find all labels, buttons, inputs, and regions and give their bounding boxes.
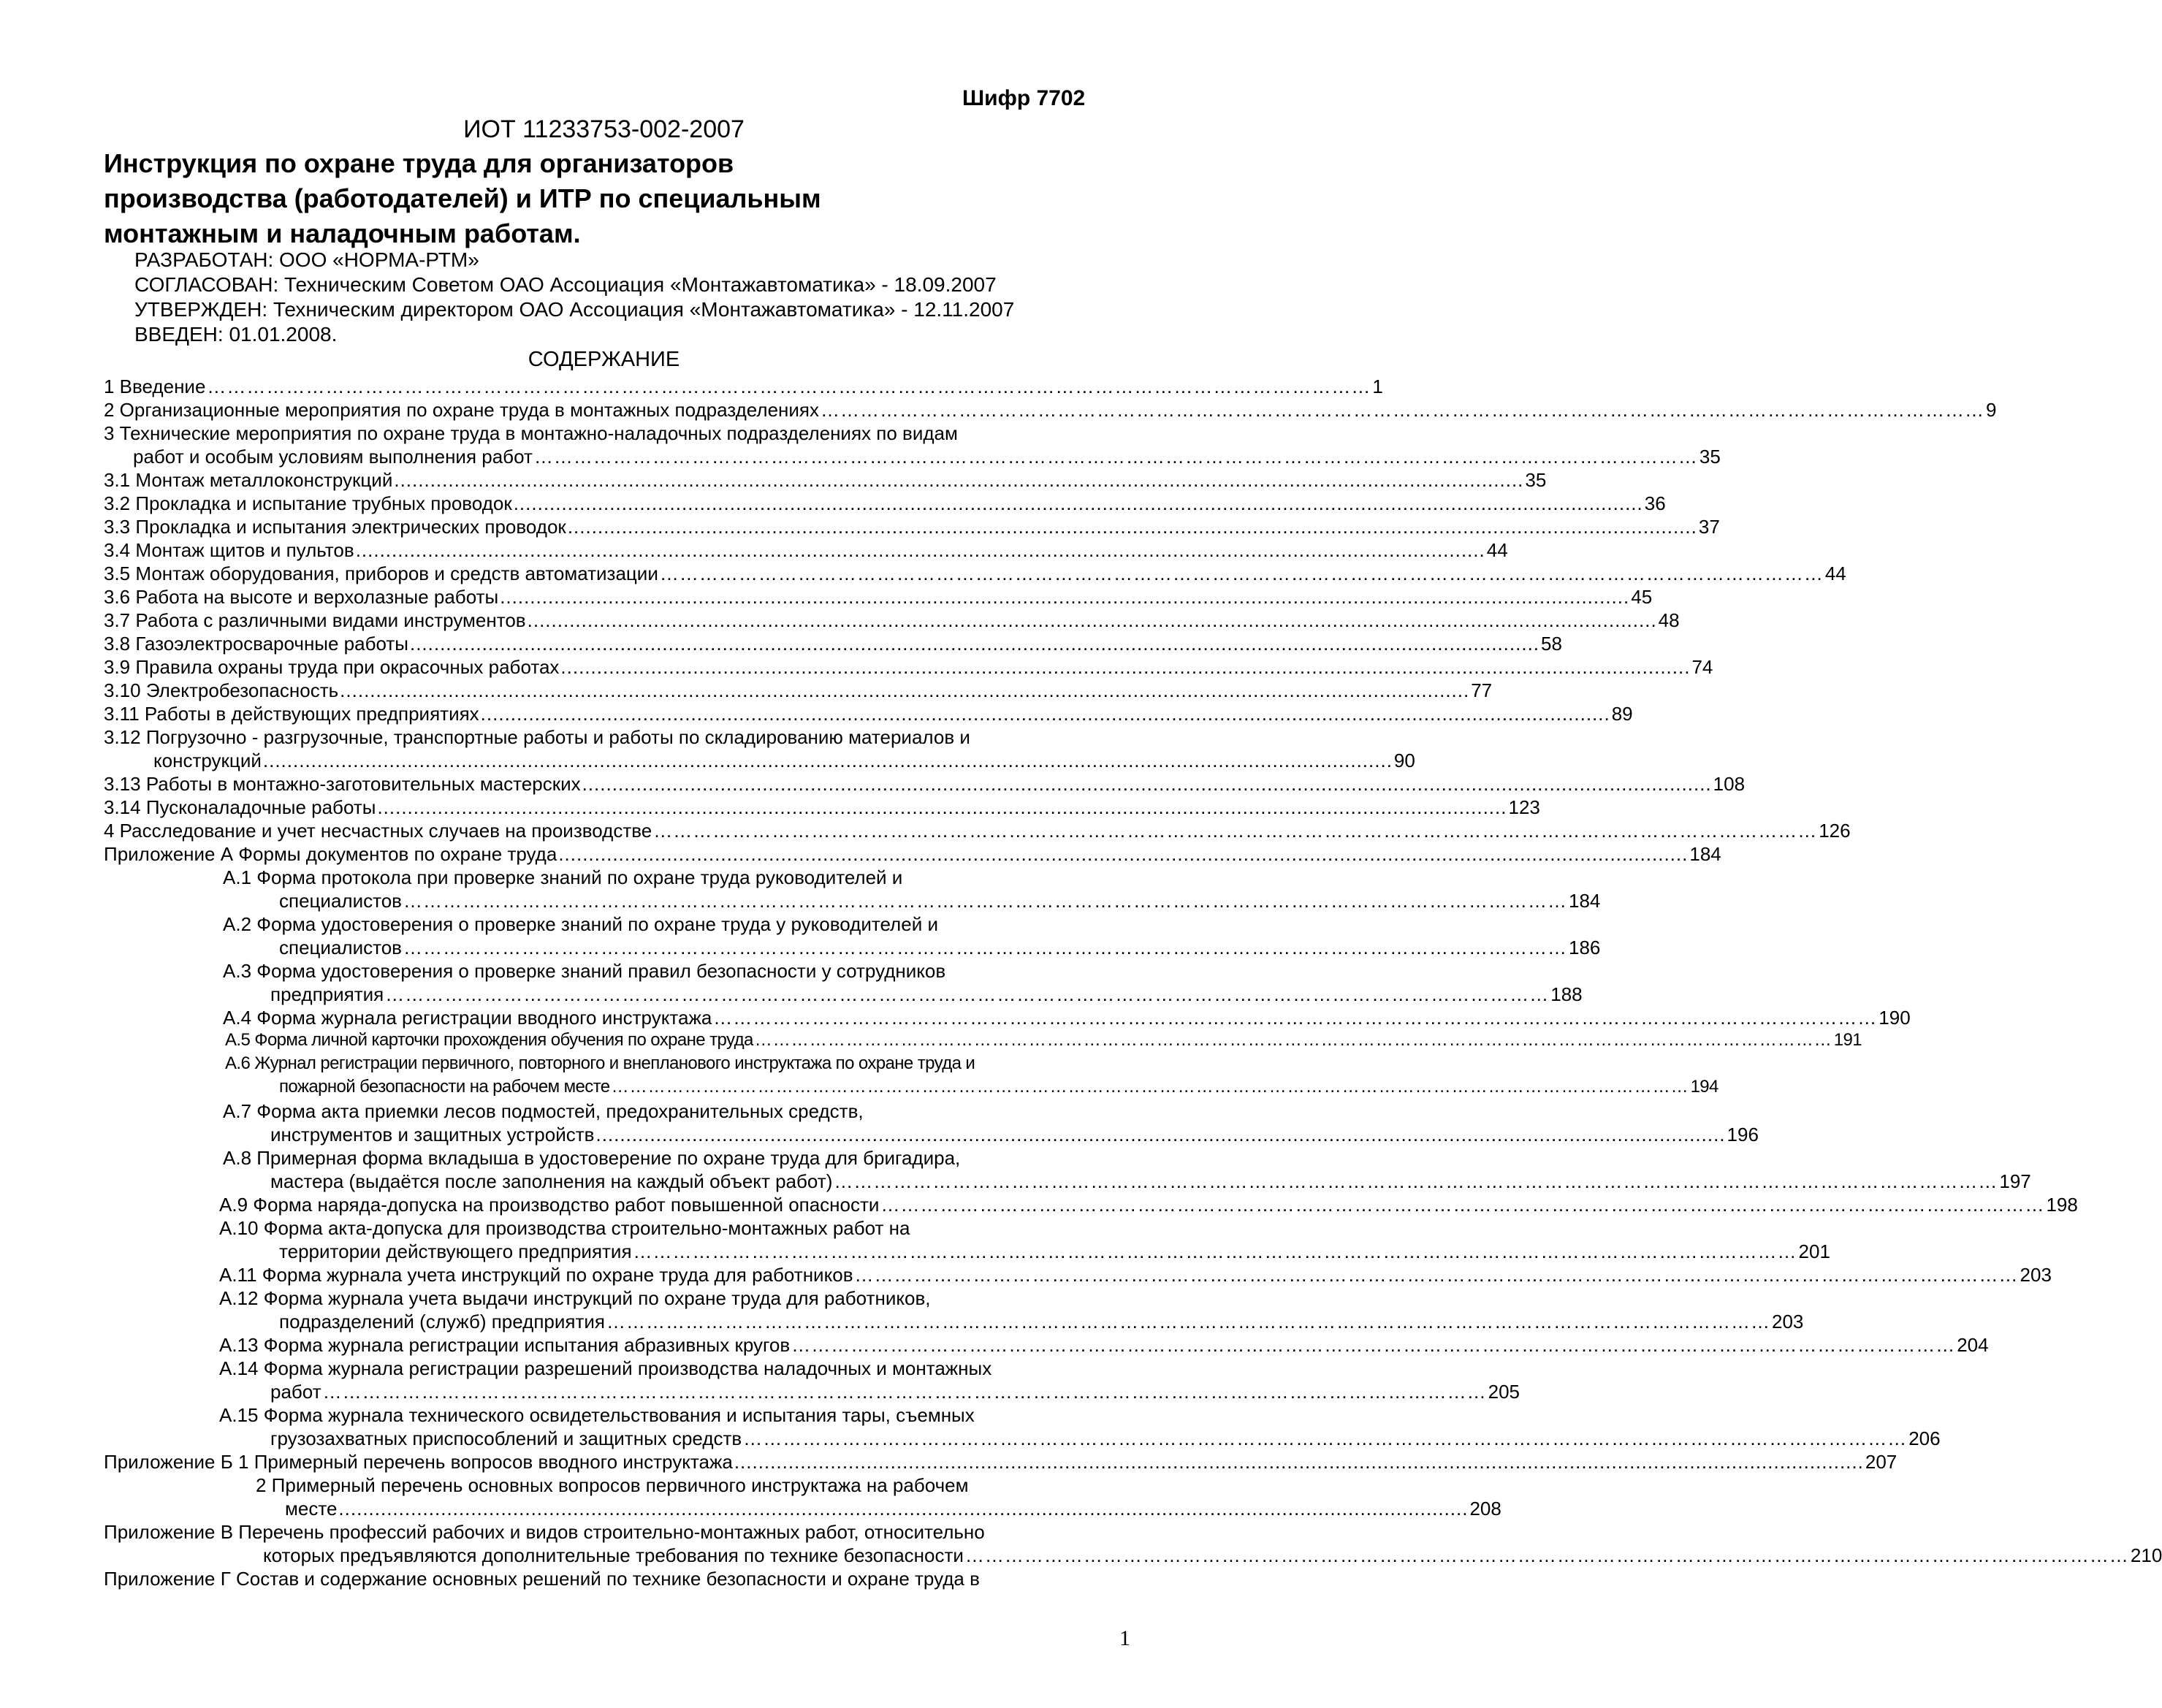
- toc-leader: ............................................................................................................................................................................................: [262, 750, 1393, 771]
- toc-entry[interactable]: [225, 1030, 1862, 1052]
- toc-entry-text: 1 Введение: [104, 375, 206, 397]
- toc-entry-page: 197: [1999, 1170, 2031, 1192]
- toc-leader: ............................................................................................................................................................................................: [355, 539, 1485, 561]
- toc-entry[interactable]: [104, 843, 1721, 865]
- toc-entry-text: 3.1 Монтаж металлоконструкций: [104, 469, 393, 491]
- toc-leader: ............................................................................................................................................................................................: [595, 1124, 1726, 1145]
- toc-entry-page: 74: [1691, 656, 1713, 678]
- toc-leader: ……………………………………………………………………………………………………………………………………………………………: [207, 375, 1371, 397]
- toc-entry-page: 190: [1879, 1007, 1911, 1029]
- toc-entry-text: А.13 Форма журнала регистрации испытания абразивных кругов: [219, 1334, 791, 1356]
- toc-entry-text: 3.13 Работы в монтажно-заготовительных мастерских: [104, 773, 581, 795]
- toc-entry-text: 4 Расследование и учет несчастных случаев на производстве: [104, 820, 652, 842]
- toc-entry-page: 201: [1798, 1240, 1830, 1262]
- toc-entry-text: грузозахватных приспособлений и защитных средств: [270, 1427, 742, 1449]
- toc-entry-page: 90: [1393, 750, 1415, 771]
- title-line: Инструкция по охране труда для организаторов: [104, 148, 734, 178]
- toc-entry-text[interactable]: А.3 Форма удостоверения о проверке знаний правил безопасности у сотрудников: [223, 960, 946, 982]
- toc-entry-text[interactable]: А.12 Форма журнала учета выдачи инструкций по охране труда для работников,: [219, 1287, 931, 1309]
- toc-entry[interactable]: [104, 516, 1720, 538]
- toc-entry[interactable]: [285, 1498, 1501, 1520]
- toc-entry[interactable]: [133, 446, 1721, 468]
- toc-leader: ............................................................................................................................................................................................: [340, 679, 1470, 701]
- toc-entry[interactable]: [279, 1311, 1804, 1333]
- toc-entry-page: 108: [1713, 773, 1746, 795]
- toc-entry-text: 3.9 Правила охраны труда при окрасочных работах: [104, 656, 560, 678]
- toc-entry-text: территории действующего предприятия: [279, 1240, 632, 1262]
- toc-entry[interactable]: [104, 375, 1383, 397]
- toc-entry[interactable]: [104, 773, 1746, 795]
- toc-entry-page: 77: [1471, 679, 1493, 701]
- page-number: 1: [1119, 1626, 1130, 1650]
- toc-entry[interactable]: [104, 586, 1653, 608]
- toc-leader: ……………………………………………………………………………………………………………………………………………………………: [385, 983, 1550, 1005]
- toc-entry[interactable]: [279, 1240, 1830, 1262]
- toc-entry-page: 36: [1644, 492, 1666, 514]
- toc-entry-page: 210: [2130, 1544, 2162, 1566]
- toc-entry-page: 9: [1986, 399, 1997, 421]
- toc-leader: ……………………………………………………………………………………………………………………………………………………………: [403, 890, 1567, 912]
- toc-entry-text: пожарной безопасности на рабочем месте: [279, 1077, 610, 1097]
- toc-entry-text: А.4 Форма журнала регистрации вводного инструктажа: [223, 1007, 712, 1029]
- toc-entry[interactable]: [223, 1007, 1911, 1029]
- toc-entry[interactable]: [104, 679, 1493, 701]
- toc-entry[interactable]: [279, 937, 1601, 958]
- toc-entry-page: 1: [1372, 375, 1383, 397]
- toc-leader: ............................................................................................................................................................................................: [500, 586, 1630, 608]
- toc-entry-text: работ и особым условиям выполнения работ: [133, 446, 533, 468]
- toc-leader: ............................................................................................................................................................................................: [338, 1498, 1469, 1520]
- toc-leader: ……………………………………………………………………………………………………………………………………………………………: [322, 1381, 1487, 1403]
- toc-leader: ............................................................................................................................................................................................: [527, 609, 1657, 631]
- toc-entry-text: мастера (выдаётся после заполнения на каждый объект работ): [270, 1170, 833, 1192]
- toc-leader: ............................................................................................................................................................................................: [560, 656, 1691, 678]
- developed-by: РАЗРАБОТАН: ООО «НОРМА-РТМ»: [134, 248, 479, 271]
- toc-leader: ……………………………………………………………………………………………………………………………………………………………: [964, 1544, 2129, 1566]
- toc-entry-text: 3.8 Газоэлектросварочные работы: [104, 633, 408, 655]
- toc-entry-page: 44: [1824, 563, 1846, 584]
- toc-leader: ............................................................................................................................................................................................: [734, 1451, 1864, 1473]
- toc-entry-text: которых предъявляются дополнительные требования по технике безопасности: [263, 1544, 964, 1566]
- title-line: производства (работодателей) и ИТР по специальным: [104, 183, 821, 213]
- toc-leader: ……………………………………………………………………………………………………………………………………………………………: [633, 1240, 1797, 1262]
- toc-entry-text: А.5 Форма личной карточки прохождения обучения по охране труда: [225, 1030, 753, 1050]
- toc-entry-page: 205: [1488, 1381, 1520, 1403]
- toc-entry[interactable]: [104, 820, 1851, 842]
- toc-entry-text: работ: [270, 1381, 321, 1403]
- toc-entry-text: месте: [285, 1498, 338, 1520]
- toc-entry[interactable]: [219, 1194, 2078, 1216]
- toc-entry-page: 191: [1833, 1030, 1862, 1050]
- toc-entry-text[interactable]: А.14 Форма журнала регистрации разрешений производства наладочных и монтажных: [219, 1357, 992, 1379]
- toc-leader: ……………………………………………………………………………………………………………………………………………………………: [791, 1334, 1956, 1356]
- toc-entry-page: 198: [2046, 1194, 2078, 1216]
- toc-entry[interactable]: [270, 1381, 1520, 1403]
- toc-leader: ……………………………………………………………………………………………………………………………………………………………: [713, 1007, 1878, 1029]
- toc-entry[interactable]: [104, 703, 1633, 725]
- toc-leader: ……………………………………………………………………………………………………………………………………………………………: [606, 1311, 1770, 1333]
- toc-entry[interactable]: [104, 1451, 1898, 1473]
- toc-entry-page: 37: [1698, 516, 1720, 538]
- toc-entry-text[interactable]: Приложение Г Состав и содержание основных решений по технике безопасности и охране труда в: [104, 1568, 980, 1590]
- toc-leader: ……………………………………………………………………………………………………………………………………………………………: [821, 399, 1984, 421]
- toc-leader: ……………………………………………………………………………………………………………………………………………………………: [659, 563, 1824, 584]
- toc-entry[interactable]: [104, 563, 1846, 584]
- toc-entry-page: 203: [1771, 1311, 1804, 1333]
- document-title: [104, 146, 981, 251]
- toc-entry-page: 89: [1611, 703, 1633, 725]
- toc-entry-text[interactable]: А.8 Примерная форма вкладыша в удостоверение по охране труда для бригадира,: [223, 1147, 961, 1169]
- toc-entry[interactable]: [263, 1544, 2162, 1566]
- toc-entry-page: 203: [2020, 1264, 2052, 1286]
- toc-entry-text[interactable]: А.2 Форма удостоверения о проверке знаний по охране труда у руководителей и: [223, 913, 938, 935]
- toc-entry[interactable]: [104, 539, 1508, 561]
- toc-entry-page: 35: [1699, 446, 1721, 468]
- toc-entry-text: 2 Организационные мероприятия по охране труда в монтажных подразделениях: [104, 399, 819, 421]
- toc-heading: СОДЕРЖАНИЕ: [528, 348, 680, 371]
- toc-entry[interactable]: [104, 399, 1997, 421]
- toc-entry[interactable]: [219, 1334, 1989, 1356]
- toc-entry-page: 194: [1690, 1077, 1718, 1097]
- toc-entry-text: 3.14 Пусконаладочные работы: [104, 796, 376, 818]
- toc-leader: ............................................................................................................................................................................................: [409, 633, 1540, 655]
- toc-entry-text: 3.2 Прокладка и испытание трубных проводок: [104, 492, 512, 514]
- toc-entry-text[interactable]: А.7 Форма акта приемки лесов подмостей, предохранительных средств,: [223, 1100, 864, 1122]
- toc-entry-text: А.9 Форма наряда-допуска на производство работ повышенной опасности: [219, 1194, 880, 1216]
- document-code: ИОТ 11233753-002-2007: [463, 115, 745, 143]
- toc-leader: ............................................................................................................................................................................................: [582, 773, 1712, 795]
- toc-entry[interactable]: [104, 609, 1680, 631]
- toc-entry-text: инструментов и защитных устройств: [270, 1124, 595, 1145]
- toc-entry-text: 3.4 Монтаж щитов и пультов: [104, 539, 354, 561]
- toc-entry[interactable]: [104, 469, 1547, 491]
- toc-entry-text[interactable]: 3.12 Погрузочно - разгрузочные, транспортные работы и работы по складированию материалов и: [104, 726, 970, 748]
- toc-leader: ............................................................................................................................................................................................: [394, 469, 1524, 491]
- toc-entry[interactable]: [270, 1124, 1759, 1145]
- toc-leader: ……………………………………………………………………………………………………………………………………………………………: [611, 1077, 1689, 1097]
- toc-leader: ……………………………………………………………………………………………………………………………………………………………: [743, 1427, 1908, 1449]
- title-line: монтажным и наладочным работам.: [104, 218, 581, 248]
- toc-entry[interactable]: [279, 1077, 1718, 1099]
- toc-leader: ……………………………………………………………………………………………………………………………………………………………: [754, 1030, 1832, 1050]
- toc-entry[interactable]: [104, 633, 1562, 655]
- toc-leader: ……………………………………………………………………………………………………………………………………………………………: [403, 937, 1567, 958]
- toc-entry-text[interactable]: А.15 Форма журнала технического освидетельствования и испытания тары, съемных: [219, 1404, 975, 1426]
- toc-entry-text: 3.5 Монтаж оборудования, приборов и средств автоматизации: [104, 563, 658, 584]
- toc-leader: ............................................................................................................................................................................................: [480, 703, 1610, 725]
- toc-entry-page: 196: [1727, 1124, 1759, 1145]
- toc-entry[interactable]: [219, 1264, 2052, 1286]
- toc-entry-text: 3.7 Работа с различными видами инструментов: [104, 609, 526, 631]
- toc-entry-text: подразделений (служб) предприятия: [279, 1311, 605, 1333]
- toc-entry[interactable]: [104, 796, 1540, 818]
- toc-leader: ……………………………………………………………………………………………………………………………………………………………: [653, 820, 1818, 842]
- approved-by: УТВЕРЖДЕН: Техническим директором ОАО Ассоциация «Монтажавтоматика» - 12.11.2007: [134, 298, 1015, 321]
- toc-entry[interactable]: [270, 1170, 2031, 1192]
- toc-leader: ............................................................................................................................................................................................: [513, 492, 1643, 514]
- toc-entry-text[interactable]: 3 Технические мероприятия по охране труда в монтажно-наладочных подразделениях по видам: [104, 422, 958, 444]
- toc-entry-text: А.11 Форма журнала учета инструкций по охране труда для работников: [219, 1264, 853, 1286]
- toc-entry-page: 123: [1508, 796, 1540, 818]
- toc-entry-text: предприятия: [270, 983, 384, 1005]
- toc-entry[interactable]: [270, 1427, 1941, 1449]
- toc-entry-text: 3.3 Прокладка и испытания электрических проводок: [104, 516, 566, 538]
- toc-entry-text[interactable]: А.1 Форма протокола при проверке знаний по охране труда руководителей и: [223, 866, 903, 888]
- toc-entry-page: 204: [1957, 1334, 1989, 1356]
- toc-entry-text: 3.6 Работа на высоте и верхолазные работы: [104, 586, 499, 608]
- toc-entry-page: 186: [1569, 937, 1601, 958]
- toc-entry-text: специалистов: [279, 937, 402, 958]
- toc-entry-text: 3.10 Электробезопасность: [104, 679, 339, 701]
- toc-entry[interactable]: [104, 492, 1666, 514]
- toc-entry-page: 58: [1541, 633, 1562, 655]
- toc-leader: ……………………………………………………………………………………………………………………………………………………………: [854, 1264, 2019, 1286]
- toc-entry-page: 207: [1865, 1451, 1898, 1473]
- toc-entry-text: конструкций: [153, 750, 262, 771]
- toc-leader: ............................................................................................................................................................................................: [377, 796, 1507, 818]
- toc-entry-text[interactable]: А.6 Журнал регистрации первичного, повторного и внепланового инструктажа по охране труда и: [225, 1053, 975, 1073]
- toc-entry-page: 44: [1486, 539, 1508, 561]
- toc-entry-text: специалистов: [279, 890, 402, 912]
- toc-entry[interactable]: [270, 983, 1583, 1005]
- toc-leader: ……………………………………………………………………………………………………………………………………………………………: [533, 446, 1698, 468]
- toc-entry-text: 3.11 Работы в действующих предприятиях: [104, 703, 479, 725]
- toc-entry-page: 126: [1819, 820, 1851, 842]
- toc-entry-page: 35: [1525, 469, 1547, 491]
- toc-entry-text[interactable]: Приложение В Перечень профессий рабочих и видов строительно-монтажных работ, относительно: [104, 1521, 985, 1543]
- toc-entry[interactable]: [153, 750, 1415, 771]
- toc-leader: ............................................................................................................................................................................................: [567, 516, 1697, 538]
- toc-leader: ……………………………………………………………………………………………………………………………………………………………: [834, 1170, 1998, 1192]
- toc-entry[interactable]: [104, 656, 1713, 678]
- toc-entry-page: 206: [1908, 1427, 1941, 1449]
- toc-entry-page: 184: [1569, 890, 1601, 912]
- toc-entry-text[interactable]: А.10 Форма акта-допуска для производства строительно-монтажных работ на: [219, 1217, 910, 1239]
- toc-leader: ............................................................................................................................................................................................: [558, 843, 1689, 865]
- document-cipher: Шифр 7702: [962, 86, 1086, 110]
- introduced-date: ВВЕДЕН: 01.01.2008.: [134, 323, 338, 346]
- toc-leader: ……………………………………………………………………………………………………………………………………………………………: [880, 1194, 2045, 1216]
- toc-entry-text[interactable]: 2 Примерный перечень основных вопросов первичного инструктажа на рабочем: [256, 1474, 969, 1496]
- toc-entry-page: 184: [1689, 843, 1721, 865]
- toc-entry-text: Приложение Б 1 Примерный перечень вопросов вводного инструктажа: [104, 1451, 733, 1473]
- toc-entry-page: 45: [1631, 586, 1653, 608]
- toc-entry[interactable]: [279, 890, 1601, 912]
- agreed-by: СОГЛАСОВАН: Техническим Советом ОАО Ассоциация «Монтажавтоматика» - 18.09.2007: [134, 273, 997, 296]
- toc-entry-page: 48: [1658, 609, 1680, 631]
- toc-entry-text: Приложение А Формы документов по охране труда: [104, 843, 557, 865]
- toc-entry-page: 188: [1550, 983, 1583, 1005]
- toc-entry-page: 208: [1469, 1498, 1501, 1520]
